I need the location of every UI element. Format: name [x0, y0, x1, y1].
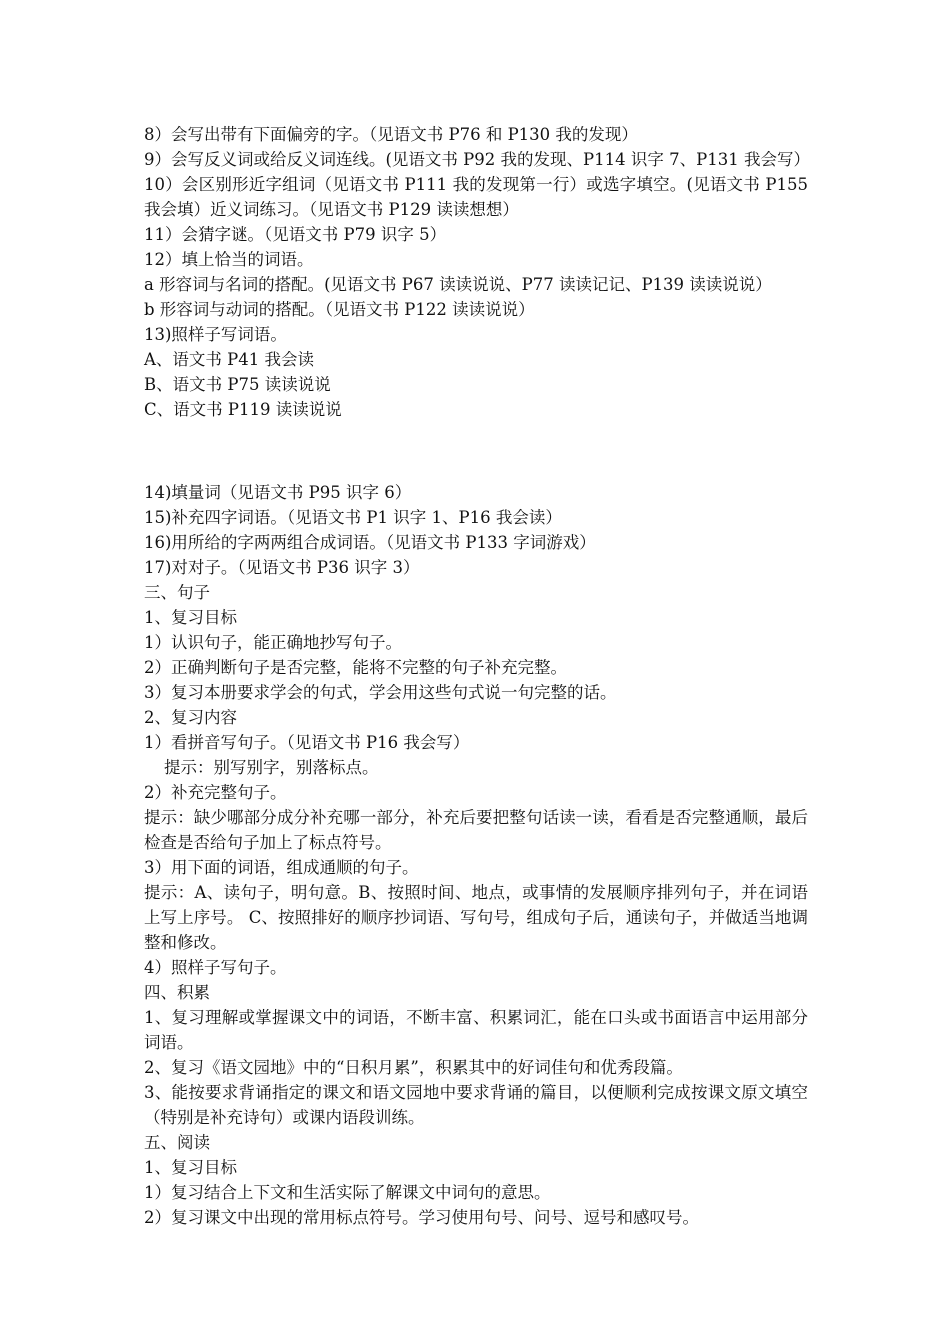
text-line: 9）会写反义词或给反义词连线。(见语文书 P92 我的发现、P114 识字 7、P131 我会写）: [144, 150, 810, 169]
text-line: 16)用所给的字两两组合成词语。（见语文书 P133 字词游戏）: [144, 533, 596, 552]
text-line: 2）复习课文中出现的常用标点符号。学习使用句号、问号、逗号和感叹号。: [144, 1208, 699, 1227]
text-line: 2）正确判断句子是否完整，能将不完整的句子补充完整。: [144, 658, 567, 677]
text-line: 15)补充四字词语。（见语文书 P1 识字 1、P16 我会读）: [144, 508, 562, 527]
text-line: 3）复习本册要求学会的句式，学会用这些句式说一句完整的话。: [144, 683, 617, 702]
text-line: 1、复习目标: [144, 608, 237, 627]
text-line: 3）用下面的词语，组成通顺的句子。: [144, 858, 419, 877]
text-line: 11）会猜字谜。（见语文书 P79 识字 5）: [144, 225, 447, 244]
text-line: b 形容词与动词的搭配。（见语文书 P122 读读说说）: [144, 300, 535, 319]
text-line: 五、阅读: [144, 1133, 210, 1152]
text-line: 8）会写出带有下面偏旁的字。（见语文书 P76 和 P130 我的发现）: [144, 125, 638, 144]
text-line: 3、能按要求背诵指定的课文和语文园地中要求背诵的篇目，以便顺利完成按课文原文填空（特别是补充诗句）或课内语段训练。: [144, 1083, 808, 1127]
text-line: 三、句子: [144, 583, 210, 602]
blank-line: [144, 439, 808, 464]
text-line: 1）看拼音写句子。（见语文书 P16 我会写）: [144, 733, 470, 752]
text-line: A、语文书 P41 我会读: [144, 350, 315, 369]
text-line: 1）复习结合上下文和生活实际了解课文中词句的意思。: [144, 1183, 551, 1202]
text-line: 1、复习目标: [144, 1158, 237, 1177]
text-line: C、语文书 P119 读读说说: [144, 400, 342, 419]
text-line: B、语文书 P75 读读说说: [144, 375, 331, 394]
document-body: [144, 122, 808, 1230]
text-line: 2）补充完整句子。: [144, 783, 287, 802]
text-line: 提示：A、读句子，明句意。B、按照时间、地点，或事情的发展顺序排列句子，并在词语上写上序号。 C、按照排好的顺序抄词语、写句号，组成句子后，通读句子，并做适当地调整和修改。: [144, 883, 808, 952]
text-line: 2、复习《语文园地》中的“日积月累”，积累其中的好词佳句和优秀段篇。: [144, 1058, 683, 1077]
text-line: 13)照样子写词语。: [144, 325, 287, 344]
text-line: 1、复习理解或掌握课文中的词语，不断丰富、积累词汇，能在口头或书面语言中运用部分词语。: [144, 1008, 808, 1052]
text-line: 12）填上恰当的词语。: [144, 250, 314, 269]
text-line: 四、积累: [144, 983, 210, 1002]
text-line: 10）会区别形近字组词（见语文书 P111 我的发现第一行）或选字填空。(见语文书 P155 我会填）近义词练习。（见语文书 P129 读读想想）: [144, 175, 808, 219]
text-line: 4）照样子写句子。: [144, 958, 287, 977]
text-line: a 形容词与名词的搭配。(见语文书 P67 读读说说、P77 读读记记、P139 读读说说）: [144, 275, 772, 294]
text-line: 提示：缺少哪部分成分补充哪一部分，补充后要把整句话读一读，看看是否完整通顺，最后检查是否给句子加上了标点符号。: [144, 808, 808, 852]
text-line: 2、复习内容: [144, 708, 237, 727]
text-line: 14)填量词（见语文书 P95 识字 6）: [144, 483, 412, 502]
text-line: 1）认识句子，能正确地抄写句子。: [144, 633, 402, 652]
text-line: 17)对对子。（见语文书 P36 识字 3）: [144, 558, 420, 577]
text-line: 提示：别写别字，别落标点。: [164, 758, 379, 777]
